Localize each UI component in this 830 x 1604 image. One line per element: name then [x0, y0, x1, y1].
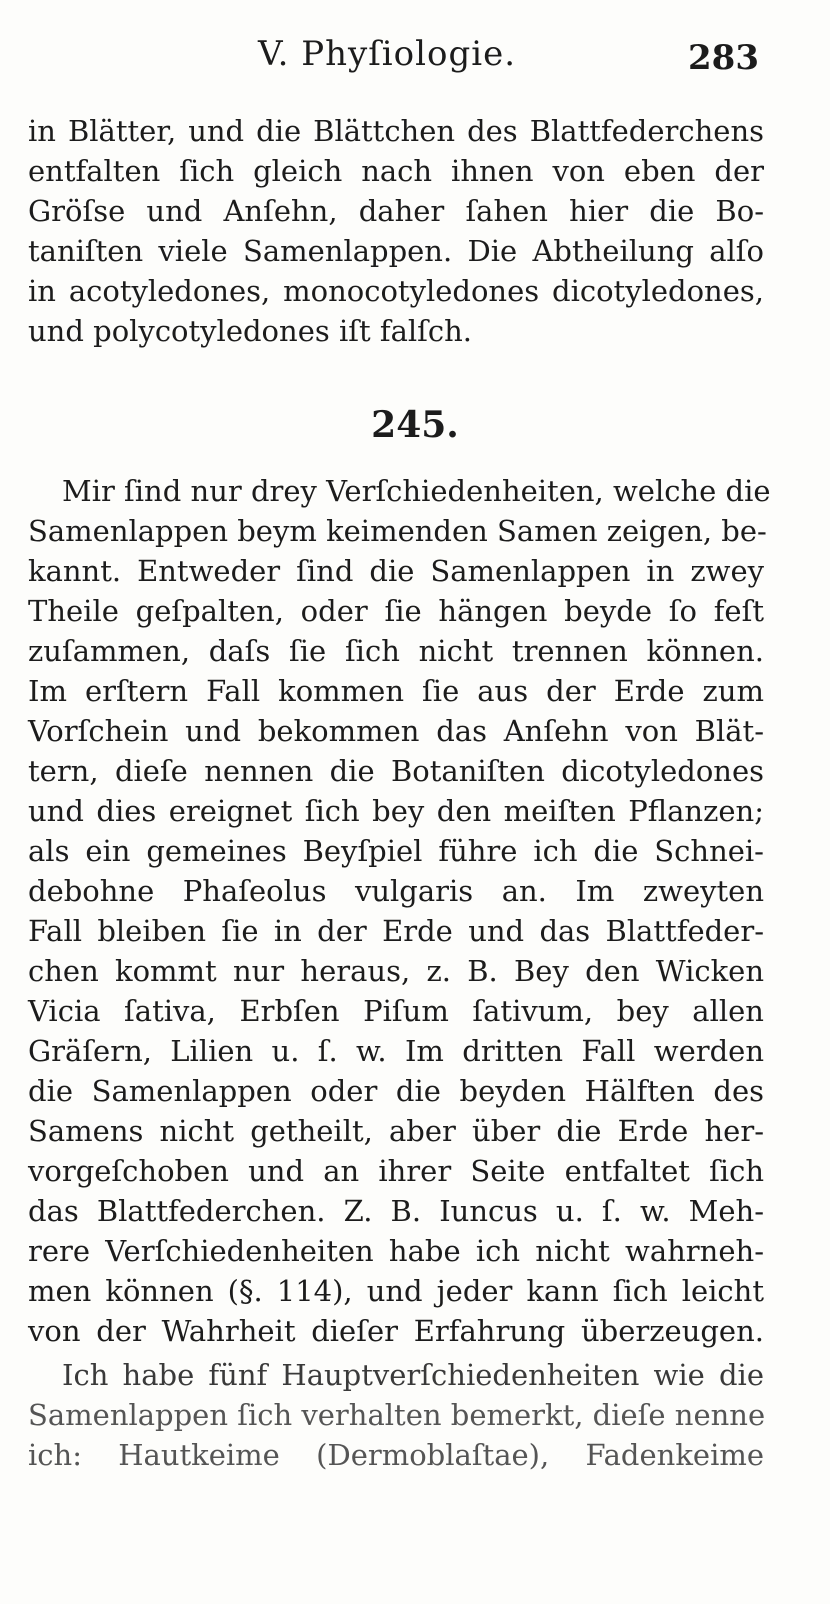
- text-line: Theile geſpalten, oder ſie hängen beyde ſo feſt: [28, 594, 764, 628]
- text-line: in Blätter, und die Blättchen des Blattfederchens: [28, 114, 764, 148]
- text-line: Fall bleiben ſie in der Erde und das Blattfeder-: [28, 914, 764, 948]
- text-line: entfalten ſich gleich nach ihnen von eben der: [28, 154, 764, 188]
- text-line: und dies ereignet ſich bey den meiſten Pflanzen;: [28, 794, 764, 828]
- page-number: 283: [688, 38, 759, 78]
- text-line: Mir ſind nur drey Verſchiedenheiten, welche die: [62, 474, 771, 508]
- text-line: men können (§. 114), und jeder kann ſich leicht: [28, 1274, 764, 1308]
- text-line: Vicia ſativa, Erbſen Piſum ſativum, bey allen: [28, 994, 764, 1028]
- text-line: Gräſern, Lilien u. ſ. w. Im dritten Fall werden: [28, 1034, 764, 1068]
- section-number: 245.: [371, 404, 459, 446]
- text-line: Ich habe fünf Hauptverſchiedenheiten wie die: [62, 1358, 764, 1392]
- text-line: debohne Phaſeolus vulgaris an. Im zweyten: [28, 874, 764, 908]
- running-header: [0, 28, 830, 88]
- text-line: als ein gemeines Beyſpiel führe ich die Schnei-: [28, 834, 764, 868]
- text-line: und polycotyledones iſt falſch.: [28, 314, 473, 348]
- text-line: taniſten viele Samenlappen. Die Abtheilung alſo: [28, 234, 764, 268]
- text-line: von der Wahrheit dieſer Erfahrung überzeugen.: [28, 1314, 764, 1348]
- text-line: Gröſse und Anſehn, daher ſahen hier die Bo-: [28, 194, 764, 228]
- text-line: kannt. Entweder ſind die Samenlappen in zwey: [28, 554, 764, 588]
- text-line: Samenlappen ſich verhalten bemerkt, dieſe nenne: [28, 1398, 766, 1432]
- text-line: chen kommt nur heraus, z. B. Bey den Wicken: [28, 954, 764, 988]
- text-line: ich: Hautkeime (Dermoblaſtae), Fadenkeime: [28, 1438, 764, 1472]
- text-line: in acotyledones, monocotyledones dicotyledones,: [28, 274, 764, 308]
- text-line: Samens nicht getheilt, aber über die Erde her-: [28, 1114, 764, 1148]
- text-line: vorgeſchoben und an ihrer Seite entfaltet ſich: [28, 1154, 764, 1188]
- text-line: das Blattfederchen. Z. B. Iuncus u. ſ. w. Meh-: [28, 1194, 764, 1228]
- text-line: tern, dieſe nennen die Botaniſten dicotyledones: [28, 754, 764, 788]
- text-line: Im erſtern Fall kommen ſie aus der Erde zum: [28, 674, 764, 708]
- text-line: die Samenlappen oder die beyden Hälften des: [28, 1074, 764, 1108]
- chapter-title: V. Phyſiologie.: [258, 34, 517, 74]
- text-line: Vorſchein und bekommen das Anſehn von Blät-: [28, 714, 764, 748]
- text-line: zuſammen, daſs ſie ſich nicht trennen können.: [28, 634, 764, 668]
- text-line: rere Verſchiedenheiten habe ich nicht wahrneh-: [28, 1234, 764, 1268]
- text-line: Samenlappen beym keimenden Samen zeigen, be-: [28, 514, 767, 548]
